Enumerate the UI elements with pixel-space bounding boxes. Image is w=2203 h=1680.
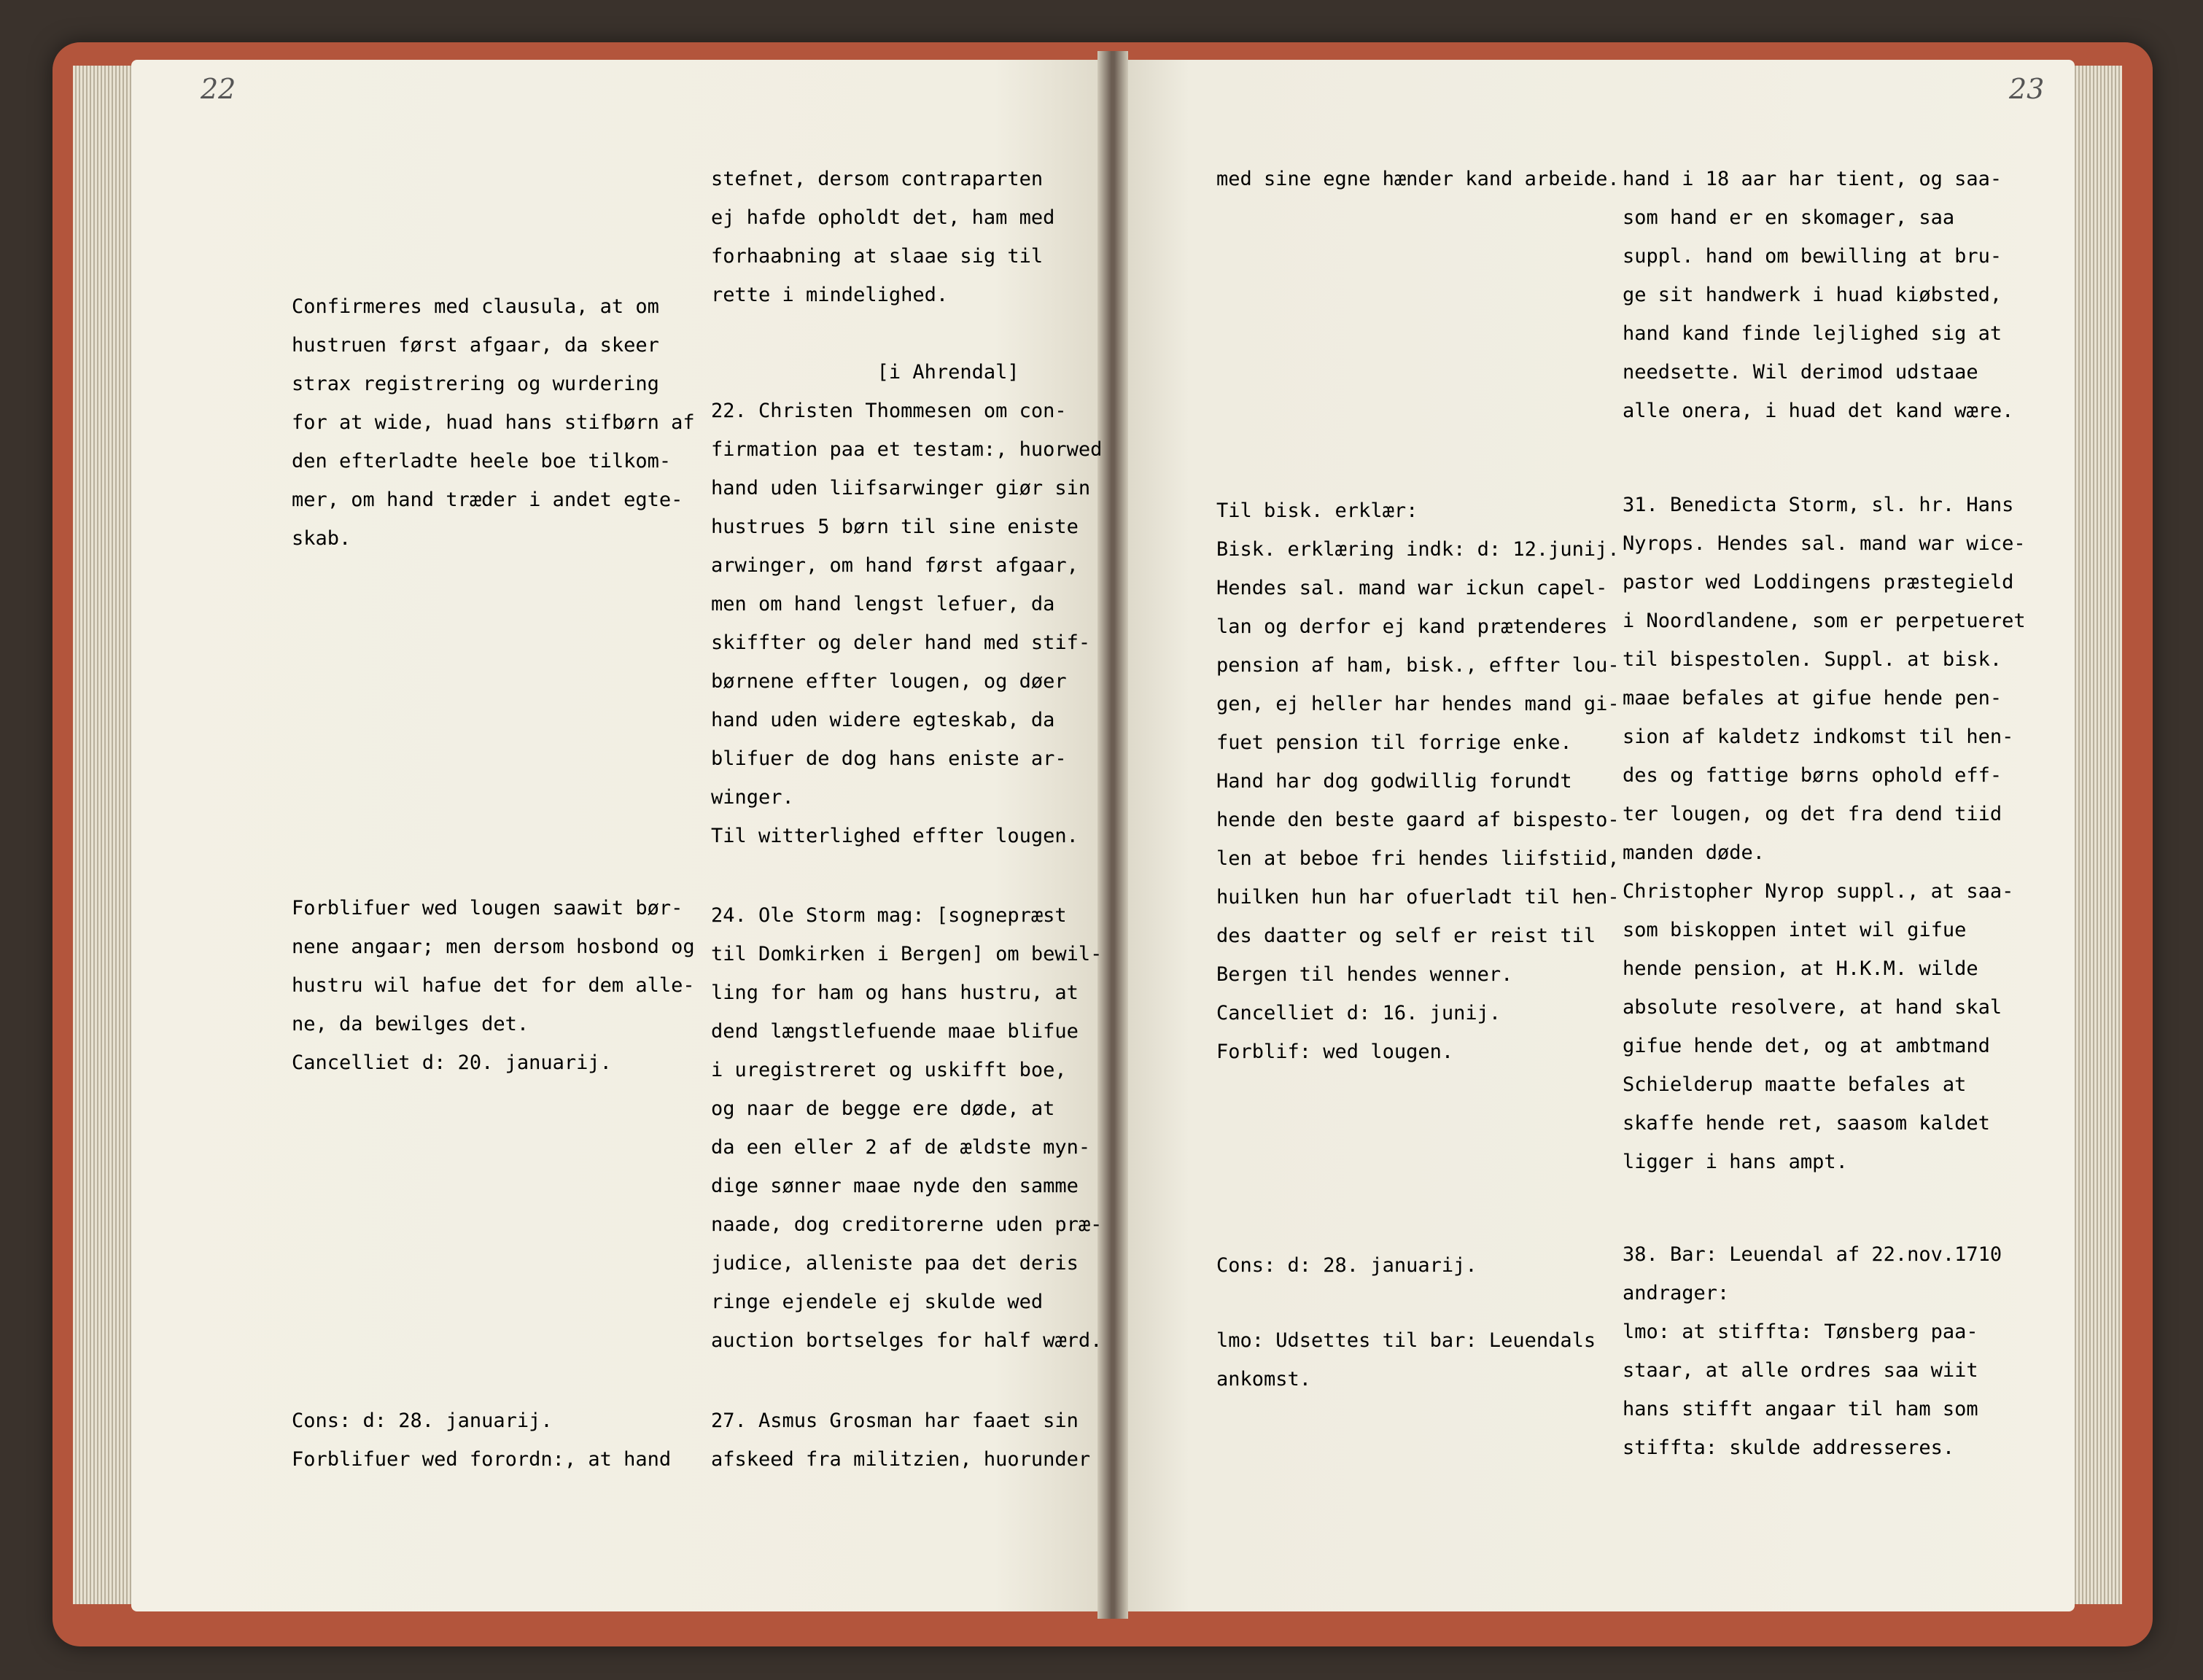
text-line: hustrues 5 børn til sine eniste <box>711 516 1079 538</box>
text-line: skab. <box>292 527 351 550</box>
text-block <box>711 1401 1090 1479</box>
text-block <box>1216 160 1620 198</box>
text-line: des daatter og self er reist til <box>1216 925 1596 947</box>
text-line: Bisk. erklæring indk: d: 12.junij. <box>1216 538 1620 561</box>
text-line: winger. <box>711 786 794 809</box>
text-line: firmation paa et testam:, huorwed <box>711 438 1103 461</box>
text-line: naade, dog creditorerne uden præ- <box>711 1213 1103 1236</box>
text-line: sion af kaldetz indkomst til hen- <box>1623 726 2014 748</box>
text-line: manden døde. <box>1623 841 1765 864</box>
text-line: stefnet, dersom contraparten <box>711 168 1044 190</box>
text-line: ringe ejendele ej skulde wed <box>711 1291 1044 1313</box>
text-line: lmo: Udsettes til bar: Leuendals <box>1216 1329 1596 1352</box>
text-line: hustruen først afgaar, da skeer <box>292 334 659 357</box>
text-line: Forblifuer wed forordn:, at hand <box>292 1448 672 1471</box>
text-line: hand uden widere egteskab, da <box>711 709 1055 731</box>
text-line: ankomst. <box>1216 1368 1312 1391</box>
text-line: strax registrering og wurdering <box>292 373 659 395</box>
text-line: blifuer de dog hans eniste ar- <box>711 747 1067 770</box>
text-line: 31. Benedicta Storm, sl. hr. Hans <box>1623 494 2014 516</box>
text-line: des og fattige børns ophold eff- <box>1623 764 2002 787</box>
text-line: forhaabning at slaae sig til <box>711 245 1044 268</box>
text-line: Hendes sal. mand war ickun capel- <box>1216 577 1608 599</box>
text-line: judice, alleniste paa det deris <box>711 1252 1079 1275</box>
text-line: pension af ham, bisk., effter lou- <box>1216 654 1620 677</box>
text-line: hand kand finde lejlighed sig at <box>1623 322 2002 345</box>
text-line: 27. Asmus Grosman har faaet sin <box>711 1409 1079 1432</box>
text-line: 38. Bar: Leuendal af 22.nov.1710 <box>1623 1243 2002 1266</box>
text-line: hand uden liifsarwinger giør sin <box>711 477 1091 499</box>
text-line: absolute resolvere, at hand skal <box>1623 996 2002 1019</box>
text-block <box>292 287 695 558</box>
text-line: Forblifuer wed lougen saawit bør- <box>292 897 683 919</box>
text-line: i Noordlandene, som er perpetueret <box>1623 610 2026 632</box>
text-line: fuet pension til forrige enke. <box>1216 731 1572 754</box>
text-line: Forblif: wed lougen. <box>1216 1041 1454 1063</box>
text-line: dige sønner maae nyde den samme <box>711 1175 1079 1197</box>
text-line: alle onera, i huad det kand wære. <box>1623 400 2014 422</box>
text-line: ne, da bewilges det. <box>292 1013 529 1035</box>
text-block <box>1623 1235 2002 1467</box>
page-number-left: 22 <box>201 73 236 105</box>
text-line: børnene effter lougen, og døer <box>711 670 1067 693</box>
text-block <box>711 896 1102 1360</box>
text-line: men om hand lengst lefuer, da <box>711 593 1055 615</box>
text-line: hand i 18 aar har tient, og saa- <box>1623 168 2002 190</box>
text-line: Cancelliet d: 16. junij. <box>1216 1002 1501 1024</box>
text-line: mer, om hand træder i andet egte- <box>292 489 683 511</box>
text-line: suppl. hand om bewilling at bru- <box>1623 245 2002 268</box>
text-line: auction bortselges for half wærd. <box>711 1329 1103 1352</box>
text-line: som hand er en skomager, saa <box>1623 206 1955 229</box>
text-line: staar, at alle ordres saa wiit <box>1623 1359 1978 1382</box>
text-line: hans stifft angaar til ham som <box>1623 1398 1978 1420</box>
text-line: arwinger, om hand først afgaar, <box>711 554 1079 577</box>
text-line: den efterladte heele boe tilkom- <box>292 450 672 472</box>
text-line: gifue hende det, og at ambtmand <box>1623 1035 1990 1057</box>
text-block <box>1623 486 2026 1181</box>
text-line: Til bisk. erklær: <box>1216 499 1418 522</box>
text-line: i uregistreret og uskifft boe, <box>711 1059 1067 1081</box>
text-line: [i Ahrendal] <box>711 361 1019 384</box>
text-line: som biskoppen intet wil gifue <box>1623 919 1967 941</box>
page-edges-left <box>73 66 139 1604</box>
text-block <box>711 353 1102 855</box>
text-line: hende pension, at H.K.M. wilde <box>1623 957 1978 980</box>
text-line: Bergen til hendes wenner. <box>1216 963 1513 986</box>
text-block <box>292 1401 671 1479</box>
text-line: Confirmeres med clausula, at om <box>292 295 659 318</box>
text-line: stiffta: skulde addresseres. <box>1623 1436 1955 1459</box>
text-block <box>1216 1321 1596 1399</box>
text-line: Nyrops. Hendes sal. mand war wice- <box>1623 532 2026 555</box>
text-block <box>292 889 695 1082</box>
text-line: hende den beste gaard af bispesto- <box>1216 809 1620 831</box>
text-line: ej hafde opholdt det, ham med <box>711 206 1055 229</box>
text-line: dend længstlefuende maae blifue <box>711 1020 1079 1043</box>
text-line: ter lougen, og det fra dend tiid <box>1623 803 2002 825</box>
text-line: og naar de begge ere døde, at <box>711 1097 1055 1120</box>
text-line: gen, ej heller har hendes mand gi- <box>1216 693 1620 715</box>
text-line: andrager: <box>1623 1282 1730 1304</box>
text-line: huilken hun har ofuerladt til hen- <box>1216 886 1620 909</box>
page-number-right: 23 <box>2009 73 2045 105</box>
text-line: med sine egne hænder kand arbeide. <box>1216 168 1620 190</box>
text-line: afskeed fra militzien, huorunder <box>711 1448 1091 1471</box>
text-line: Cons: d: 28. januarij. <box>1216 1254 1477 1277</box>
text-line: maae befales at gifue hende pen- <box>1623 687 2002 709</box>
text-line: 24. Ole Storm mag: [sognepræst <box>711 904 1067 927</box>
text-line: til Domkirken i Bergen] om bewil- <box>711 943 1103 965</box>
text-line: len at beboe fri hendes liifstiid, <box>1216 847 1620 870</box>
text-line: Cons: d: 28. januarij. <box>292 1409 553 1432</box>
text-line: for at wide, huad hans stifbørn af <box>292 411 695 434</box>
text-block <box>1216 1246 1477 1285</box>
text-line: Christopher Nyrop suppl., at saa- <box>1623 880 2014 903</box>
text-line: da een eller 2 af de ældste myn- <box>711 1136 1091 1159</box>
text-line: skaffe hende ret, saasom kaldet <box>1623 1112 1990 1135</box>
text-line: skiffter og deler hand med stif- <box>711 631 1091 654</box>
text-line: pastor wed Loddingens præstegield <box>1623 571 2014 594</box>
text-line: lmo: at stiffta: Tønsberg paa- <box>1623 1321 1978 1343</box>
text-line: Schielderup maatte befales at <box>1623 1073 1967 1096</box>
text-line: 22. Christen Thommesen om con- <box>711 400 1067 422</box>
text-line: lan og derfor ej kand prætenderes <box>1216 615 1608 638</box>
text-line: needsette. Wil derimod udstaae <box>1623 361 1978 384</box>
text-line: ling for ham og hans hustru, at <box>711 981 1079 1004</box>
text-line: hustru wil hafue det for dem alle- <box>292 974 695 997</box>
text-line: nene angaar; men dersom hosbond og <box>292 936 695 958</box>
text-line: Cancelliet d: 20. januarij. <box>292 1051 612 1074</box>
text-line: ligger i hans ampt. <box>1623 1151 1848 1173</box>
text-block <box>1216 491 1620 1071</box>
text-line: rette i mindelighed. <box>711 284 949 306</box>
text-line: Hand har dog godwillig forundt <box>1216 770 1572 793</box>
text-block <box>711 160 1054 314</box>
text-block <box>1623 160 2013 430</box>
text-line: Til witterlighed effter lougen. <box>711 825 1079 847</box>
text-line: ge sit handwerk i huad kiøbsted, <box>1623 284 2002 306</box>
text-line: til bispestolen. Suppl. at bisk. <box>1623 648 2002 671</box>
